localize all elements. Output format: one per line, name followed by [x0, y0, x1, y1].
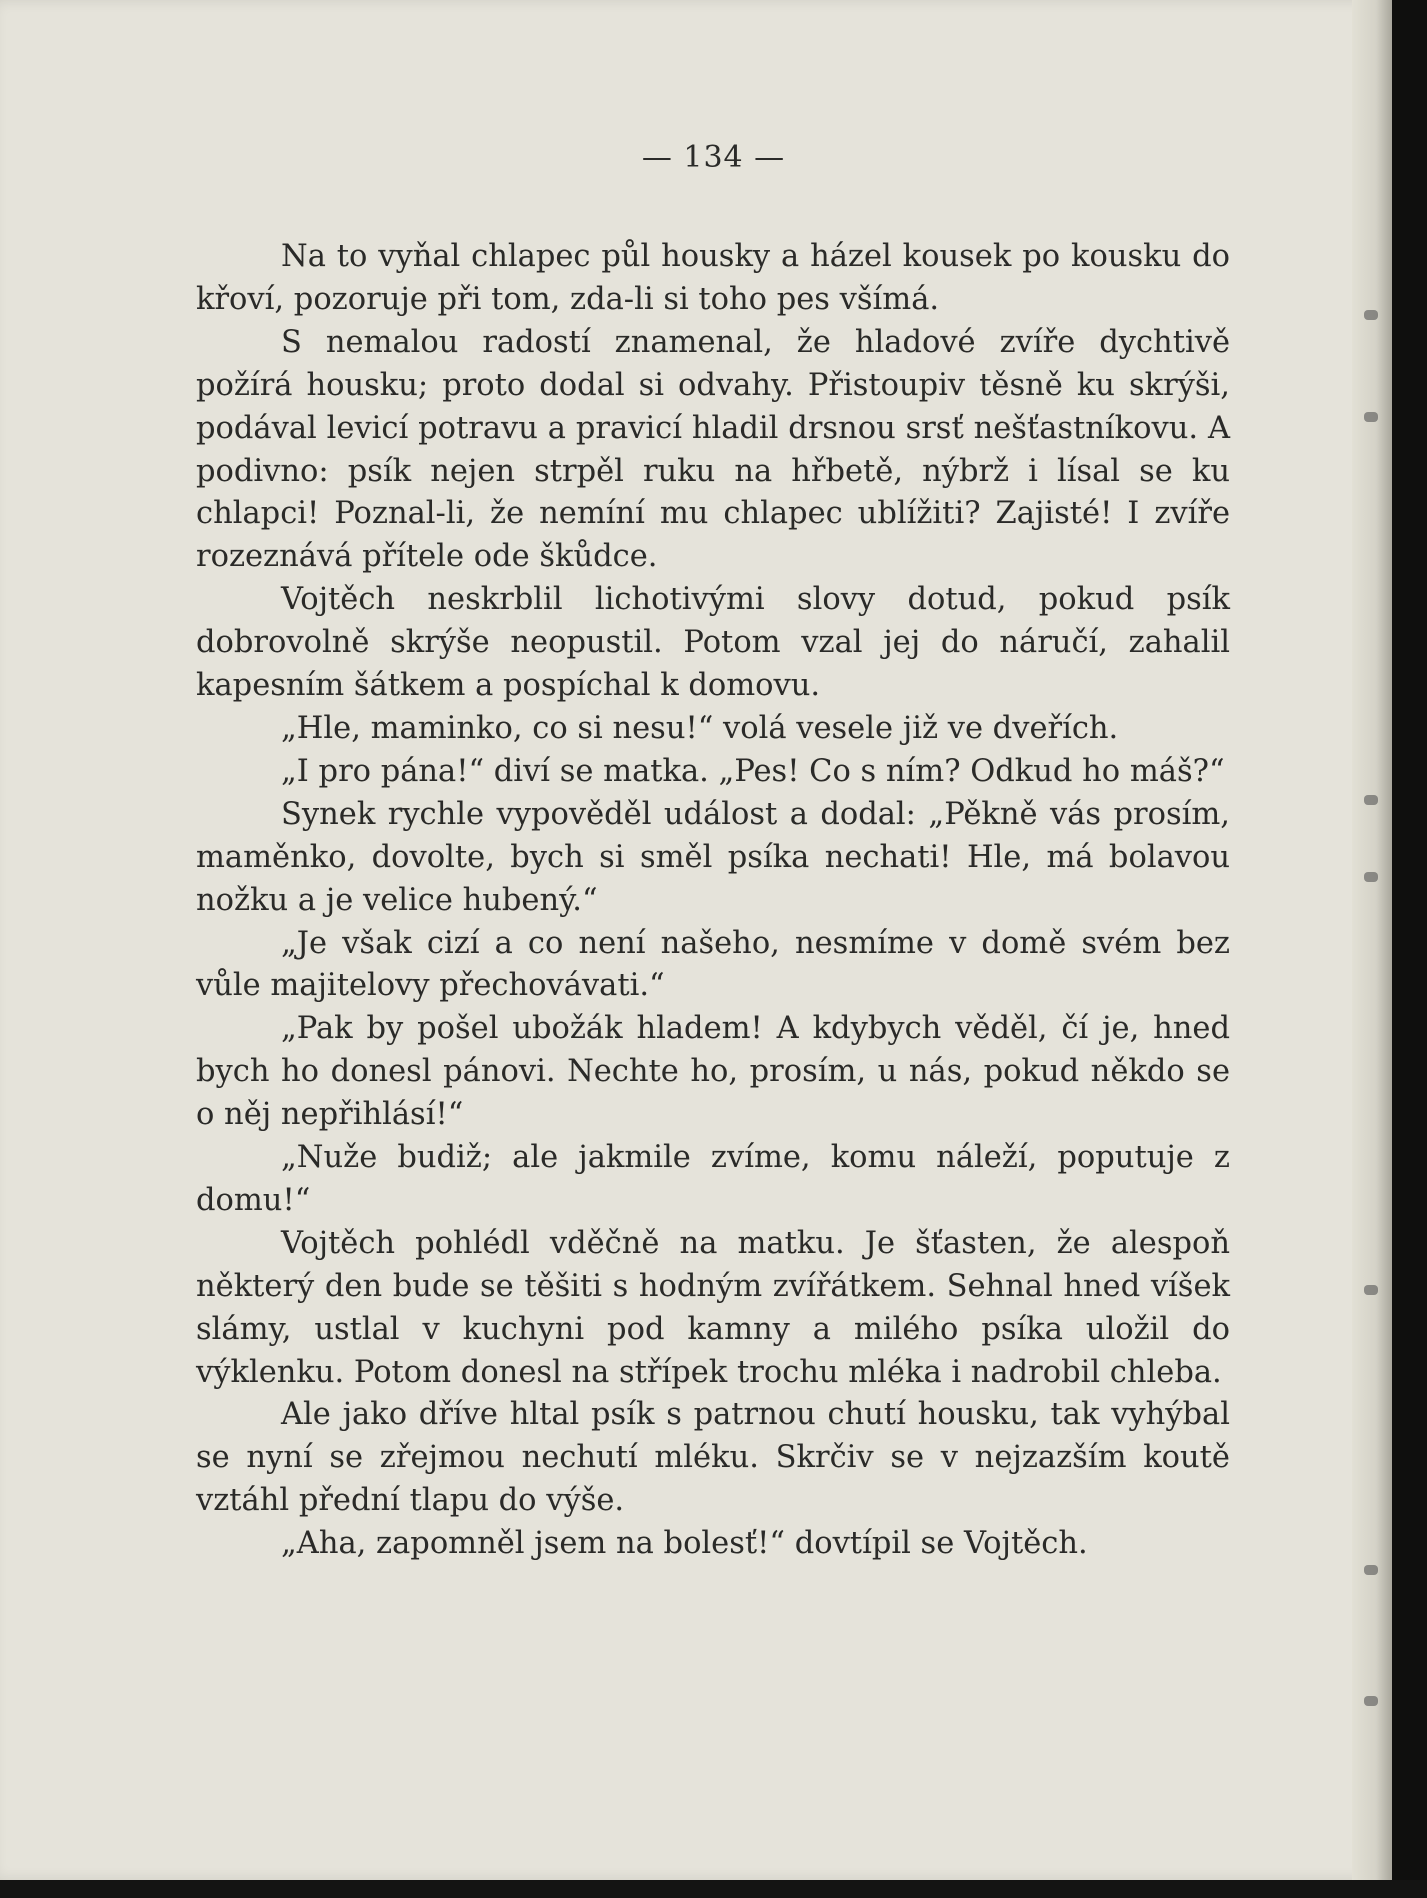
paragraph: Synek rychle vypověděl událost a dodal: „Pěkně vás prosím, maměnko, dovolte, bych si směl psíka nechati! Hle, má bolavou nožku a je velice hubený.“ — [196, 796, 1230, 918]
paragraph: „Pak by pošel ubožák hladem! A kdybych věděl, čí je, hned bych ho donesl pánovi. Nechte ho, prosím, u nás, pokud někdo se o něj nepřihlásí!“ — [196, 1011, 1230, 1133]
paragraph: „Aha, zapomněl jsem na bolesť!“ dovtípil se Vojtěch. — [281, 1526, 1088, 1562]
scan-edge — [1392, 0, 1427, 1898]
paragraph: „Je však cizí a co není našeho, nesmíme v domě svém bez vůle majitelovy přechovávati.“ — [196, 925, 1230, 1004]
paragraph: „I pro pána!“ diví se matka. „Pes! Co s ním? Odkud ho máš?“ — [281, 753, 1225, 789]
scan-speck — [1364, 795, 1378, 805]
paragraph: Vojtěch neskrblil lichotivými slovy dotud, pokud psík dobrovolně skrýše neopustil. Potom vzal jej do náručí, zahalil kapesním šátkem a pospíchal k domovu. — [196, 582, 1230, 704]
scan-speck — [1364, 872, 1378, 882]
paragraph: Vojtěch pohlédl vděčně na matku. Je šťasten, že alespoň některý den bude se těšiti s hodným zvířátkem. Sehnal hned víšek slámy, ustlal v kuchyni pod kamny a milého psíka uložil do výklenku. Potom donesl na střípek trochu mléka i nadrobil chleba. — [196, 1225, 1230, 1390]
paragraph: S nemalou radostí znamenal, že hladové zvíře dychtivě požírá housku; proto dodal si odvahy. Přistoupiv těsně ku skrýši, podával levicí potravu a pravicí hladil drsnou srsť nešťastníkovu. A podivno: psík nejen strpěl ruku na hřbetě, nýbrž i lísal se ku chlapci! Poznal-li, že nemíní mu chlapec ublížiti? Zajisté! I zvíře rozeznává přítele ode škůdce. — [196, 324, 1230, 575]
scan-speck — [1364, 412, 1378, 422]
scan-speck — [1364, 1565, 1378, 1575]
paragraph: „Hle, maminko, co si nesu!“ volá vesele již ve dveřích. — [281, 710, 1119, 746]
scan-speck — [1364, 1696, 1378, 1706]
paragraph: Na to vyňal chlapec půl housky a házel kousek po kousku do křoví, pozoruje při tom, zda-li si toho pes všímá. — [196, 239, 1230, 317]
scan-bottom-edge — [0, 1880, 1427, 1898]
page-number: — 134 — — [641, 140, 786, 175]
scan-speck — [1364, 1285, 1378, 1295]
paragraph: Ale jako dříve hltal psík s patrnou chutí housku, tak vyhýbal se nyní se zřejmou nechutí mléku. Skrčiv se v nejzazším koutě vztáhl přední tlapu do výše. — [196, 1397, 1230, 1519]
scan-speck — [1364, 310, 1378, 320]
paragraph: „Nuže budiž; ale jakmile zvíme, komu náleží, poputuje z domu!“ — [196, 1140, 1230, 1218]
page-gutter-shadow — [1352, 0, 1392, 1880]
body-text — [196, 236, 1230, 1566]
